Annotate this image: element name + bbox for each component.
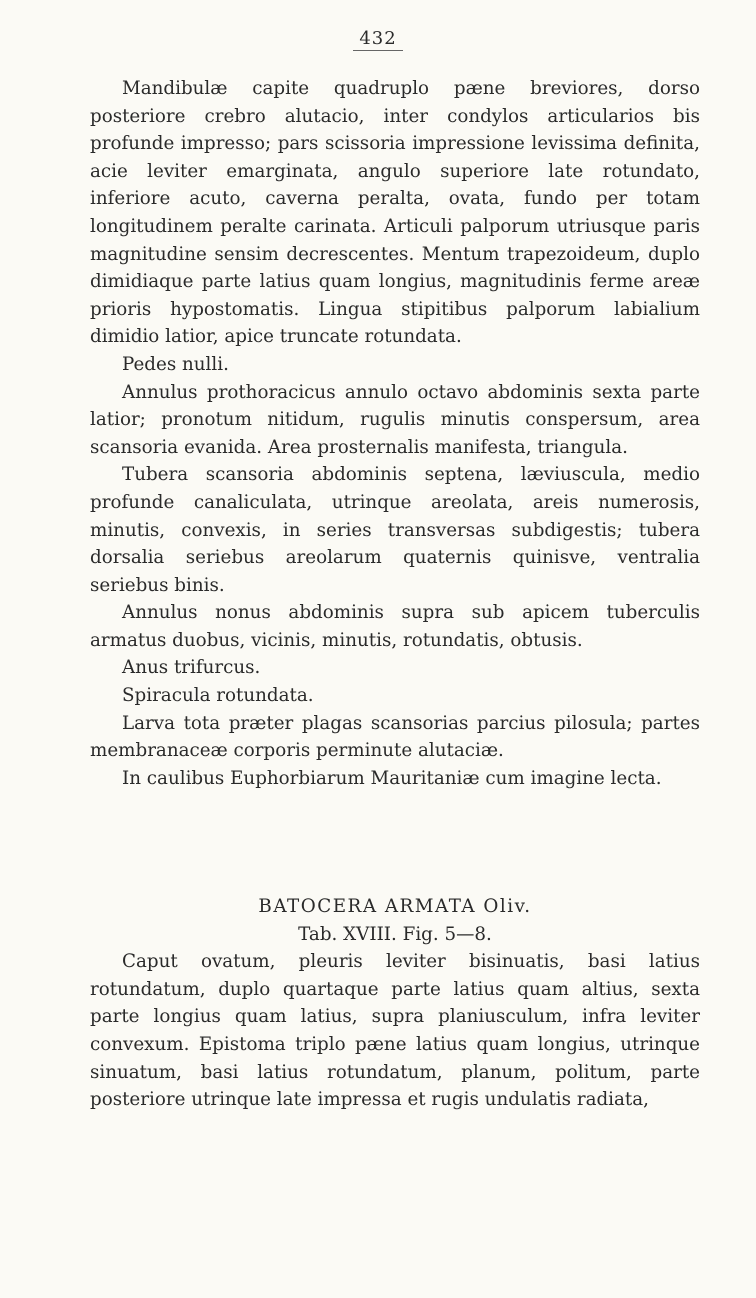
paragraph-annulus-nonus: Annulus nonus abdominis supra sub apicem tuberculis armatus duobus, vicinis, minutis, rotundatis, obtusis. xyxy=(90,602,700,651)
paragraph-tubera: Tubera scansoria abdominis septena, læviuscula, medio profunde canaliculata, utrinque areolata, areis numerosis, minutis, convexis, in series transversas subdigestis; tubera dorsalia seriebus areolarum quaternis quinisve, ventralia seriebus binis. xyxy=(90,464,700,596)
paragraph-spiracula: Spiracula rotundata. xyxy=(122,685,314,707)
paragraph-pedes: Pedes nulli. xyxy=(122,353,229,375)
body-text xyxy=(90,75,700,792)
plate-reference: Tab. XVIII. Fig. 5—8. xyxy=(298,923,492,945)
page-number: 432 xyxy=(0,28,756,49)
species-heading: BATOCERA ARMATA Oliv. xyxy=(258,896,532,917)
paragraph-habitat: In caulibus Euphorbiarum Mauritaniæ cum imagine lecta. xyxy=(122,767,662,789)
species-description: Caput ovatum, pleuris leviter bisinuatis, basi latius rotundatum, duplo quartaque parte latius quam altius, sexta parte longius quam latius, supra planiusculum, infra leviter convexum. Epistoma triplo pæne latius quam longius, utrinque sinuatum, basi latius rotundatum, planum, politum, parte posteriore utrinque late impressa et rugis undulatis radiata, xyxy=(90,951,700,1111)
paragraph-anus: Anus trifurcus. xyxy=(122,657,261,679)
paragraph-larva: Larva tota præter plagas scansorias parcius pilosula; partes membranaceæ corporis perminute alutaciæ. xyxy=(90,712,700,762)
paragraph-annulus-prothoracicus: Annulus prothoracicus annulo octavo abdominis sexta parte latior; pronotum nitidum, rugulis minutis conspersum, area scansoria evanida. Area prosternalis manifesta, triangula. xyxy=(90,381,700,458)
paragraph-mandibulae: Mandibulæ capite quadruplo pæne breviores, dorso posteriore crebro alutacio, inter condylos articularios bis profunde impresso; pars scissoria impressione levissima definita, acie leviter emarginata, angulo superiore late rotundato, inferiore acuto, caverna peralta, ovata, fundo per totam longitudinem peralte carinata. Articuli palporum utriusque paris magnitudine sensim decrescentes. Mentum trapezoideum, duplo dimidiaque parte latius quam longius, magnitudinis ferme areæ prioris hypostomatis. Lingua stipitibus palporum labialium dimidio latior, apice truncate rotundata. xyxy=(90,78,700,348)
species-section xyxy=(90,893,700,1114)
